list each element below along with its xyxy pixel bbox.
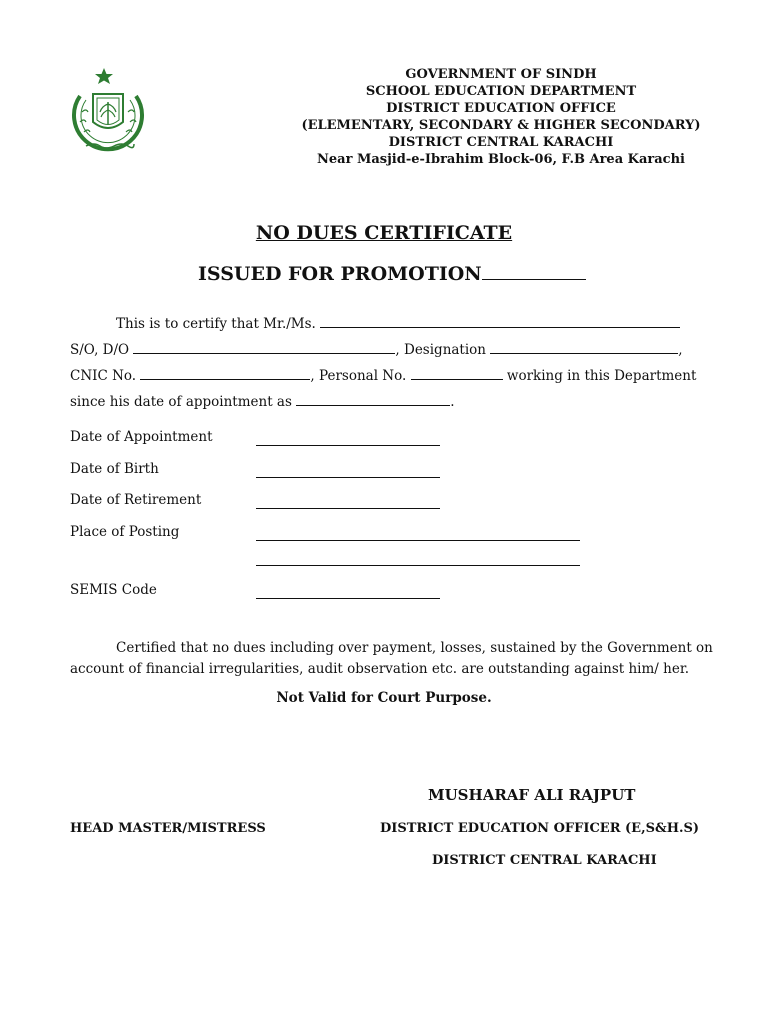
date-of-retirement-input[interactable] <box>256 507 440 509</box>
place-of-posting-label: Place of Posting <box>70 524 180 540</box>
date-of-birth-label: Date of Birth <box>70 461 159 477</box>
comma-text: , <box>678 342 683 358</box>
name-blank[interactable] <box>320 313 680 328</box>
cnic-line <box>70 365 696 385</box>
sindh-government-emblem-icon <box>66 66 150 158</box>
personal-no-blank[interactable] <box>411 365 503 380</box>
designation-blank[interactable] <box>490 339 678 354</box>
cnic-blank[interactable] <box>140 365 310 380</box>
date-of-birth-input[interactable] <box>256 476 440 478</box>
semis-code-label: SEMIS Code <box>70 582 157 598</box>
relation-label: S/O, D/O <box>70 342 130 358</box>
semis-code-input[interactable] <box>256 597 440 599</box>
appointment-post-blank[interactable] <box>296 391 450 406</box>
certificate-subtitle <box>198 262 586 285</box>
certification-line-1: Certified that no dues including over payment, losses, sustained by the Government on <box>116 640 713 656</box>
certificate-subtitle-text: ISSUED FOR PROMOTION <box>198 263 482 285</box>
header-line: DISTRICT CENTRAL KARACHI <box>388 135 614 150</box>
header-line: Near Masjid-e-Ibrahim Block-06, F.B Area Karachi <box>317 152 685 167</box>
header-line: GOVERNMENT OF SINDH <box>405 67 597 82</box>
head-master-title: HEAD MASTER/MISTRESS <box>70 821 266 836</box>
office-header <box>300 66 702 168</box>
department-text: working in this Department <box>506 368 697 384</box>
certification-paragraph <box>70 638 713 680</box>
date-of-appointment-input[interactable] <box>256 444 440 446</box>
relation-line <box>70 339 683 359</box>
subtitle-blank-line[interactable] <box>482 262 586 280</box>
officer-name: MUSHARAF ALI RAJPUT <box>428 786 636 804</box>
cnic-label: CNIC No. <box>70 368 137 384</box>
personal-no-label: , Personal No. <box>310 368 407 384</box>
header-line: DISTRICT EDUCATION OFFICE <box>386 101 616 116</box>
officer-district: DISTRICT CENTRAL KARACHI <box>432 853 657 868</box>
officer-title: DISTRICT EDUCATION OFFICER (E,S&H.S) <box>380 821 700 836</box>
certification-line-2: account of financial irregularities, audit observation etc. are outstanding against him/ her. <box>70 661 690 677</box>
designation-label: , Designation <box>395 342 486 358</box>
parent-name-blank[interactable] <box>133 339 395 354</box>
header-line: SCHOOL EDUCATION DEPARTMENT <box>365 84 637 99</box>
certificate-title <box>0 222 768 244</box>
date-of-appointment-label: Date of Appointment <box>70 429 213 445</box>
certify-text: This is to certify that Mr./Ms. <box>116 316 316 332</box>
place-of-posting-input-2[interactable] <box>256 564 580 566</box>
certify-line <box>116 313 680 333</box>
court-notice: Not Valid for Court Purpose. <box>276 690 492 706</box>
header-line: (ELEMENTARY, SECONDARY & HIGHER SECONDARY) <box>301 118 701 133</box>
appointment-text: since his date of appointment as <box>70 394 292 410</box>
certificate-title-text: NO DUES CERTIFICATE <box>255 222 513 244</box>
appointment-line <box>70 391 455 411</box>
period-text: . <box>450 394 455 410</box>
place-of-posting-input[interactable] <box>256 539 580 541</box>
date-of-retirement-label: Date of Retirement <box>70 492 202 508</box>
